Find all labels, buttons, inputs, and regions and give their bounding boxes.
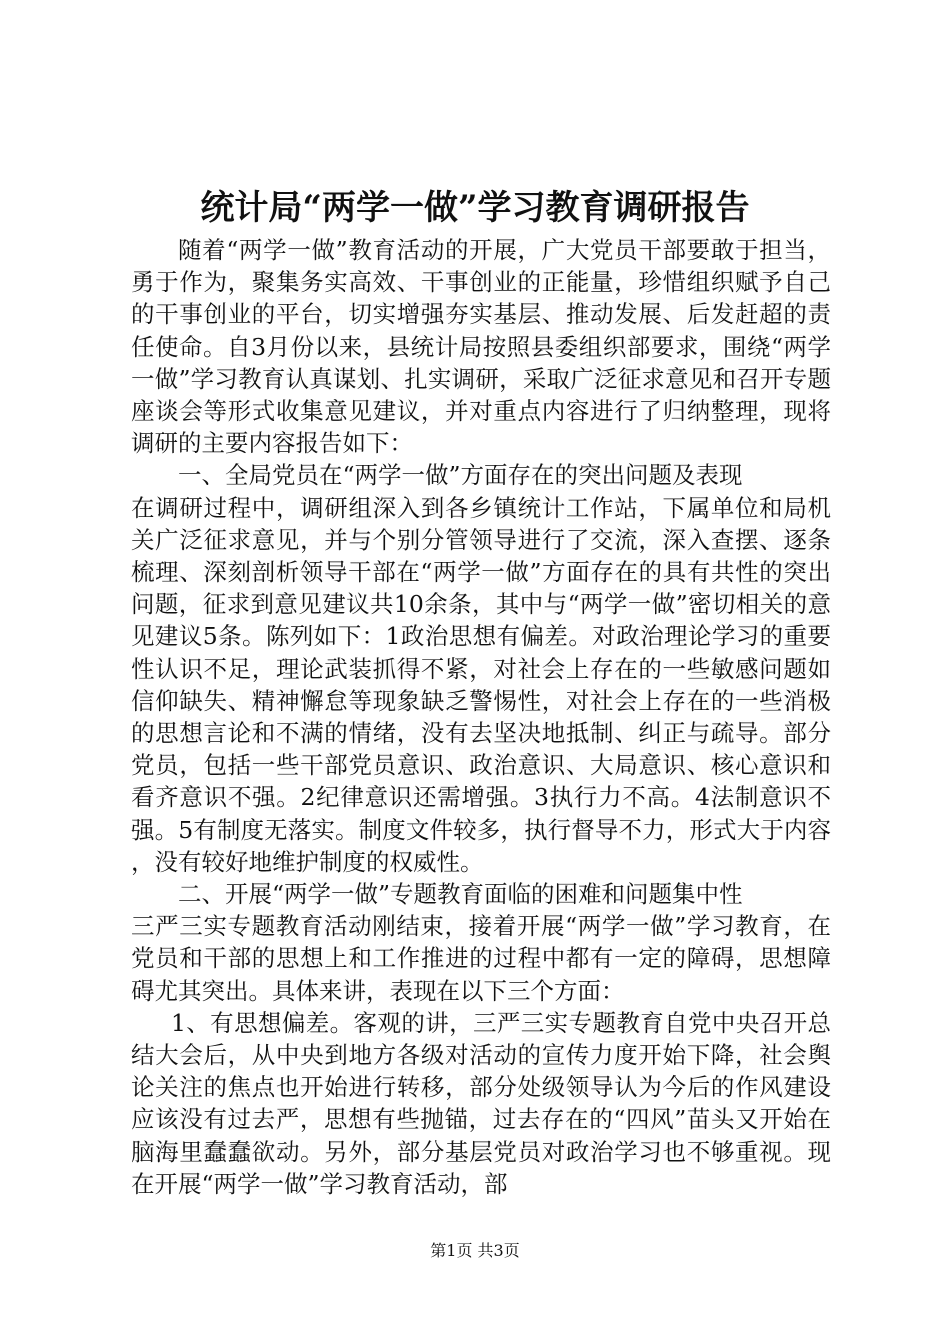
paragraph-section-1: 在调研过程中，调研组深入到各乡镇统计工作站，下属单位和局机关广泛征求意见，并与个别分管领导进行了交流，深入查摆、逐条梳理、深刻剖析领导干部在“两学一做”方面存在的具有共性的突出问题，征求到意见建议共10余条，其中与“两学一做”密切相关的意见建议5条。陈列如下：1政治思想有偏差。对政治理论学习的重要性认识不足，理论武装抓得不紧，对社会上存在的一些敏感问题如信仰缺失、精神懈怠等现象缺乏警惕性，对社会上存在的一些消极的思想言论和不满的情绪，没有去坚决地抵制、纠正与疏导。部分党员，包括一些干部党员意识、政治意识、大局意识、核心意识和看齐意识不强。2纪律意识还需增强。3执行力不高。4法制意识不强。5有制度无落实。制度文件较多，执行督导不力，形式大于内容，没有较好地维护制度的权威性。: [131, 493, 831, 876]
document-title: 统计局“两学一做”学习教育调研报告: [200, 188, 750, 228]
paragraph-section-2: 三严三实专题教育活动刚结束，接着开展“两学一做”学习教育，在党员和干部的思想上和工作推进的过程中都有一定的障碍，思想障碍尤其突出。具体来讲，表现在以下三个方面：: [131, 912, 831, 1005]
section-heading-2: 二、开展“两学一做”专题教育面临的困难和问题集中性: [178, 880, 743, 909]
paragraph-intro: 随着“两学一做”教育活动的开展，广大党员干部要敢于担当，勇于作为，聚集务实高效、干事创业的正能量，珍惜组织赋予自己的干事创业的平台，切实增强夯实基层、推动发展、后发赶超的责任使命。自3月份以来，县统计局按照县委组织部要求，围绕“两学一做”学习教育认真谋划、扎实调研，采取广泛征求意见和召开专题座谈会等形式收集意见建议，并对重点内容进行了归纳整理，现将调研的主要内容报告如下：: [131, 236, 831, 458]
section-heading-1: 一、全局党员在“两学一做”方面存在的突出问题及表现: [178, 461, 743, 490]
page-footer: 第1页 共3页: [430, 1241, 520, 1260]
document-body: [131, 234, 831, 1200]
paragraph-item-1: 1、有思想偏差。客观的讲，三严三实专题教育自党中央召开总结大会后，从中央到地方各级对活动的宣传力度开始下降，社会舆论关注的焦点也开始进行转移，部分处级领导认为今后的作风建设应该没有过去严，思想有些抛锚，过去存在的“四风”苗头又开始在脑海里蠢蠢欲动。另外，部分基层党员对政治学习也不够重视。现在开展“两学一做”学习教育活动，部: [131, 1008, 831, 1198]
